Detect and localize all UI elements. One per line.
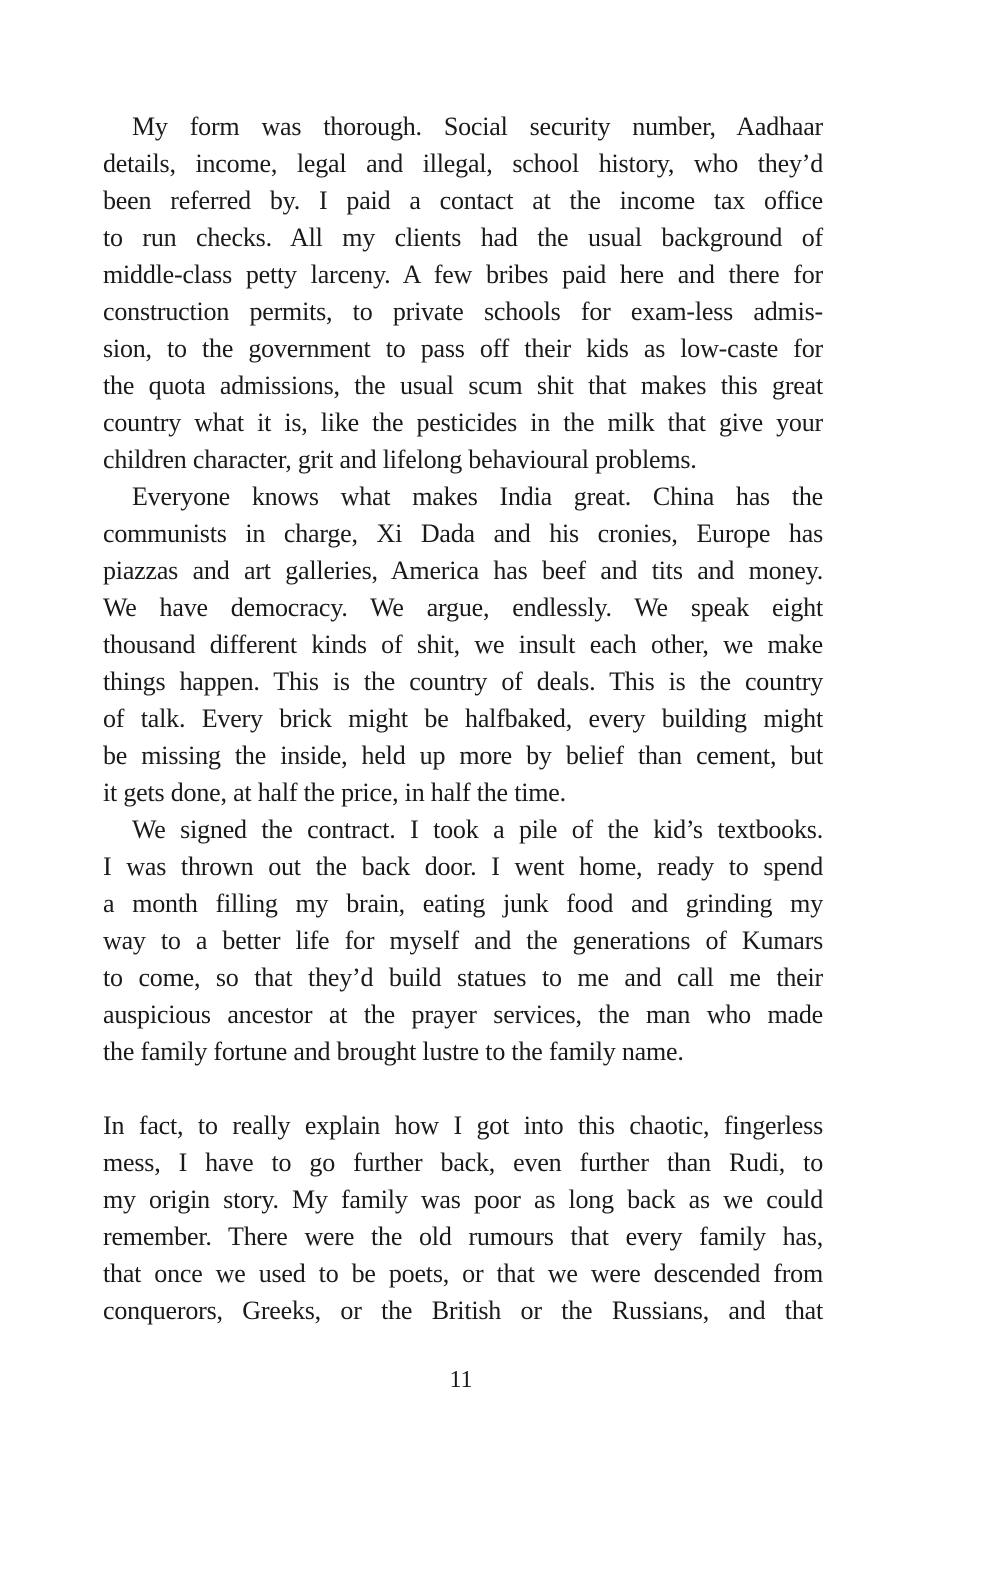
text-line: thousand different kinds of shit, we insult each other, we make: [103, 630, 823, 659]
text-line: Everyone knows what makes India great. China has the: [132, 482, 823, 511]
text-line: conquerors, Greeks, or the British or the Russians, and that: [103, 1296, 823, 1325]
text-line: In fact, to really explain how I got into this chaotic, fingerless: [103, 1111, 823, 1140]
text-line: middle-class petty larceny. A few bribes paid here and there for: [103, 260, 823, 289]
text-line: details, income, legal and illegal, school history, who they’d: [103, 149, 823, 178]
paragraph-1: [103, 108, 823, 478]
paragraph-3: [103, 811, 823, 1070]
text-line: be missing the inside, held up more by belief than cement, but: [103, 741, 823, 770]
text-line: auspicious ancestor at the prayer services, the man who made: [103, 1000, 823, 1029]
text-line: communists in charge, Xi Dada and his cronies, Europe has: [103, 519, 823, 548]
page-body: [103, 108, 823, 1329]
text-line: been referred by. I paid a contact at the income tax office: [103, 186, 823, 215]
text-line: We signed the contract. I took a pile of the kid’s textbooks.: [132, 815, 823, 844]
text-line: the quota admissions, the usual scum shit that makes this great: [103, 371, 823, 400]
text-line: country what it is, like the pesticides in the milk that give your: [103, 408, 823, 437]
text-line: it gets done, at half the price, in half the time.: [103, 778, 566, 807]
paragraph-4: [103, 1107, 823, 1329]
text-line: things happen. This is the country of deals. This is the country: [103, 667, 823, 696]
section-break: [103, 1070, 823, 1107]
text-line: construction permits, to private schools for exam-less admis-: [103, 297, 823, 326]
text-line: the family fortune and brought lustre to the family name.: [103, 1037, 684, 1066]
text-line: piazzas and art galleries, America has beef and tits and money.: [103, 556, 823, 585]
text-line: children character, grit and lifelong behavioural problems.: [103, 445, 697, 474]
text-line: to run checks. All my clients had the usual background of: [103, 223, 823, 252]
text-line: of talk. Every brick might be halfbaked, every building might: [103, 704, 823, 733]
text-line: that once we used to be poets, or that we were descended from: [103, 1259, 823, 1288]
text-line: We have democracy. We argue, endlessly. We speak eight: [103, 593, 823, 622]
text-line: mess, I have to go further back, even further than Rudi, to: [103, 1148, 823, 1177]
text-line: sion, to the government to pass off their kids as low-caste for: [103, 334, 823, 363]
text-line: I was thrown out the back door. I went home, ready to spend: [103, 852, 823, 881]
text-line: remember. There were the old rumours that every family has,: [103, 1222, 823, 1251]
text-line: My form was thorough. Social security number, Aadhaar: [132, 112, 823, 141]
text-line: my origin story. My family was poor as long back as we could: [103, 1185, 823, 1214]
page-number: 11: [449, 1367, 473, 1393]
paragraph-2: [103, 478, 823, 811]
text-line: a month filling my brain, eating junk food and grinding my: [103, 889, 823, 918]
text-line: way to a better life for myself and the generations of Kumars: [103, 926, 823, 955]
text-line: to come, so that they’d build statues to me and call me their: [103, 963, 823, 992]
